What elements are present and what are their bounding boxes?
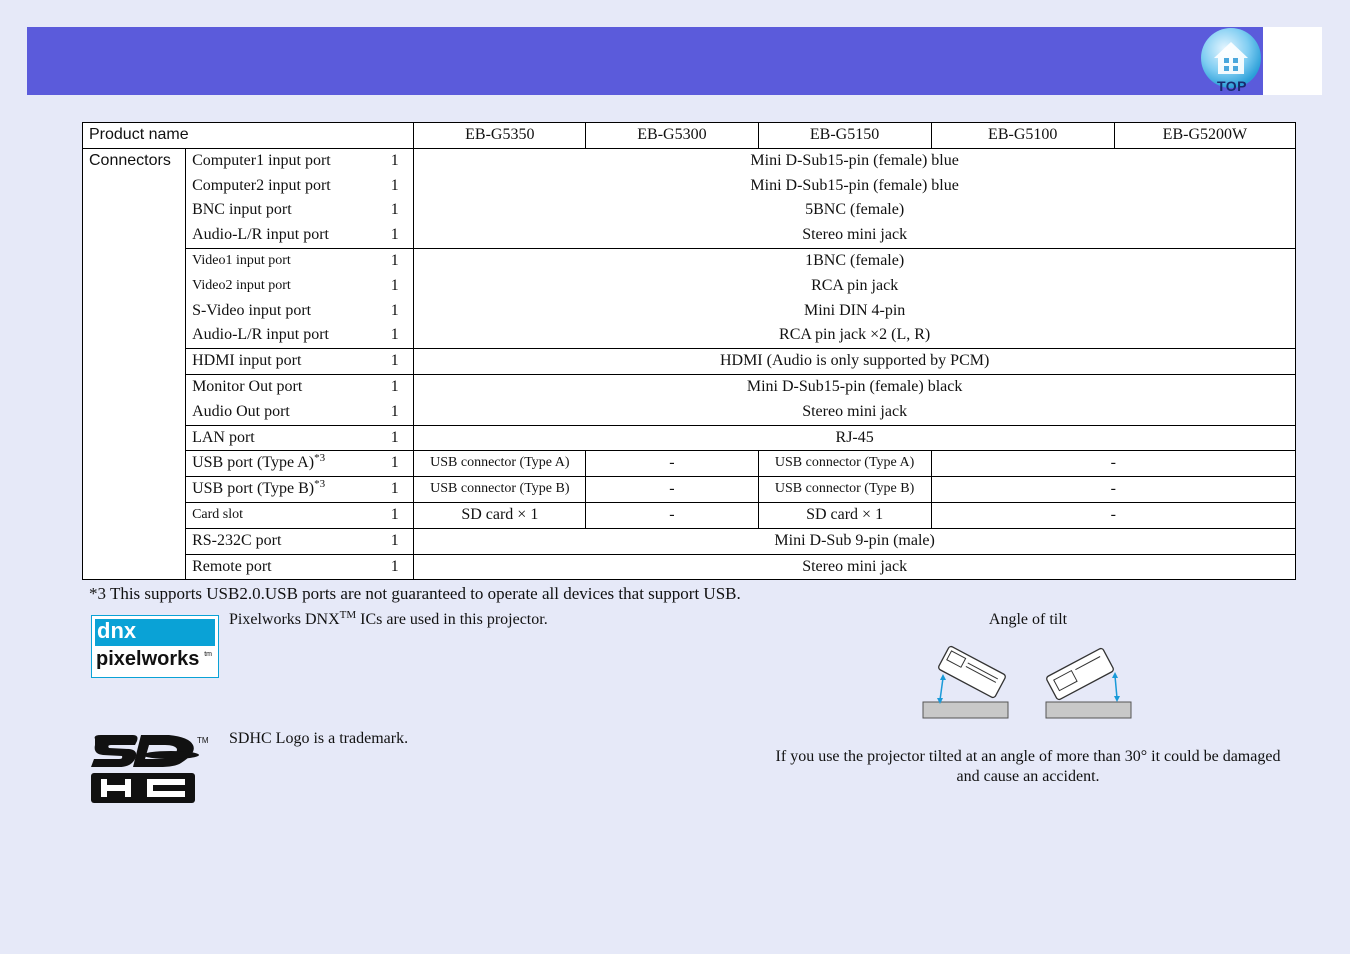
pixelworks-note <box>229 611 548 629</box>
table-row <box>83 425 1296 451</box>
port-name: Audio-L/R input port <box>186 323 385 348</box>
header-bar <box>27 27 1263 95</box>
footnote-marker: *3 <box>314 478 326 491</box>
sdhc-note: SDHC Logo is a trademark. <box>229 730 409 747</box>
port-spec: Mini D-Sub15-pin (female) blue <box>414 148 1296 173</box>
port-qty: 1 <box>385 174 414 199</box>
port-name-text: USB port (Type B) <box>192 480 315 498</box>
model-header: EB-G5150 <box>758 123 931 149</box>
port-qty: 1 <box>385 274 414 299</box>
port-spec: USB connector (Type A) <box>414 451 586 477</box>
table-row <box>83 174 1296 199</box>
port-qty: 1 <box>385 554 414 580</box>
table-row <box>83 323 1296 348</box>
port-qty: 1 <box>385 223 414 248</box>
port-qty: 1 <box>385 349 414 375</box>
port-name: Computer1 input port <box>192 151 331 169</box>
pixelworks-logo-text: pixelworks <box>96 648 200 670</box>
port-spec: Stereo mini jack <box>414 223 1296 248</box>
port-name: HDMI input port <box>186 349 385 375</box>
pixelworks-note-text-end: ICs are used in this projector. <box>356 611 548 628</box>
port-qty: 1 <box>385 528 414 554</box>
table-row <box>83 502 1296 528</box>
port-name <box>186 451 385 477</box>
table-row <box>83 400 1296 425</box>
model-header: EB-G5100 <box>931 123 1114 149</box>
port-qty: 1 <box>385 374 414 399</box>
port-name <box>186 477 385 503</box>
port-spec: - <box>931 502 1295 528</box>
model-header: EB-G5300 <box>586 123 758 149</box>
tilt-illustration <box>920 640 1135 720</box>
port-spec: SD card × 1 <box>758 502 931 528</box>
port-spec: USB connector (Type B) <box>414 477 586 503</box>
port-spec: USB connector (Type A) <box>758 451 931 477</box>
port-qty: 1 <box>385 425 414 451</box>
port-spec: - <box>586 502 758 528</box>
port-qty: 1 <box>385 299 414 324</box>
tilt-caption: Angle of tilt <box>988 611 1068 628</box>
table-row <box>83 477 1296 503</box>
table-row <box>83 198 1296 223</box>
port-qty: 1 <box>385 400 414 425</box>
top-button[interactable] <box>1200 28 1264 94</box>
port-name-text: USB port (Type A) <box>192 454 315 472</box>
port-spec: Stereo mini jack <box>414 400 1296 425</box>
sdhc-logo <box>89 733 209 805</box>
header-corner <box>1263 27 1322 95</box>
port-qty: 1 <box>385 451 414 477</box>
port-spec: RCA pin jack <box>414 274 1296 299</box>
port-spec: Stereo mini jack <box>414 554 1296 580</box>
port-name: Video1 input port <box>192 252 291 268</box>
port-spec: HDMI (Audio is only supported by PCM) <box>414 349 1296 375</box>
port-spec: Mini D-Sub 9-pin (male) <box>414 528 1296 554</box>
tilt-warning: If you use the projector tilted at an angle of more than 30° it could be damaged and cause an accident. <box>775 748 1281 785</box>
pixelworks-logo <box>91 615 219 678</box>
table-row <box>83 528 1296 554</box>
dnx-logo-text: dnx <box>97 618 137 643</box>
footnote-marker: *3 <box>314 452 326 465</box>
port-spec: - <box>931 451 1295 477</box>
port-spec: Mini D-Sub15-pin (female) black <box>414 374 1296 399</box>
port-qty: 1 <box>385 248 414 273</box>
table-row <box>83 451 1296 477</box>
table-row <box>83 299 1296 324</box>
table-row <box>83 148 1296 173</box>
connectors-label: Connectors <box>83 148 186 580</box>
product-name-label: Product name <box>83 123 414 149</box>
port-name: BNC input port <box>192 201 292 219</box>
port-name: RS-232C port <box>186 528 385 554</box>
usb-footnote: *3 This supports USB2.0.USB ports are not guaranteed to operate all devices that support USB. <box>89 584 741 603</box>
port-spec: SD card × 1 <box>414 502 586 528</box>
table-row <box>83 349 1296 375</box>
table-row <box>83 374 1296 399</box>
table-header-row <box>83 123 1296 149</box>
model-header: EB-G5200W <box>1114 123 1295 149</box>
port-spec: - <box>586 477 758 503</box>
table-row <box>83 223 1296 248</box>
port-spec: USB connector (Type B) <box>758 477 931 503</box>
spec-table <box>82 122 1296 580</box>
sdhc-tm: TM <box>197 736 209 745</box>
trademark-sup: TM <box>339 609 357 621</box>
table-row <box>83 248 1296 273</box>
port-spec: 1BNC (female) <box>414 248 1296 273</box>
port-name: LAN port <box>186 425 385 451</box>
port-spec: Mini DIN 4-pin <box>414 299 1296 324</box>
port-qty: 1 <box>385 148 414 173</box>
port-qty: 1 <box>385 502 414 528</box>
port-spec: Mini D-Sub15-pin (female) blue <box>414 174 1296 199</box>
port-name: S-Video input port <box>192 301 312 319</box>
port-qty: 1 <box>385 323 414 348</box>
port-name: Audio-L/R input port <box>186 223 385 248</box>
port-name: Remote port <box>186 554 385 580</box>
port-name: Video2 input port <box>192 277 291 293</box>
port-spec: RCA pin jack ×2 (L, R) <box>414 323 1296 348</box>
port-qty: 1 <box>385 198 414 223</box>
pixelworks-note-text: Pixelworks DNX <box>229 611 340 628</box>
port-qty: 1 <box>385 477 414 503</box>
port-spec: - <box>586 451 758 477</box>
table-row <box>83 274 1296 299</box>
port-spec: - <box>931 477 1295 503</box>
pixelworks-logo-tm: tm <box>204 651 212 658</box>
port-name: Computer2 input port <box>192 176 331 194</box>
port-name: Audio Out port <box>186 400 385 425</box>
port-name: Card slot <box>186 502 385 528</box>
port-spec: RJ-45 <box>414 425 1296 451</box>
port-spec: 5BNC (female) <box>414 198 1296 223</box>
port-name: Monitor Out port <box>192 377 303 395</box>
model-header: EB-G5350 <box>414 123 586 149</box>
table-row <box>83 554 1296 580</box>
top-button-label: TOP <box>1216 78 1248 94</box>
